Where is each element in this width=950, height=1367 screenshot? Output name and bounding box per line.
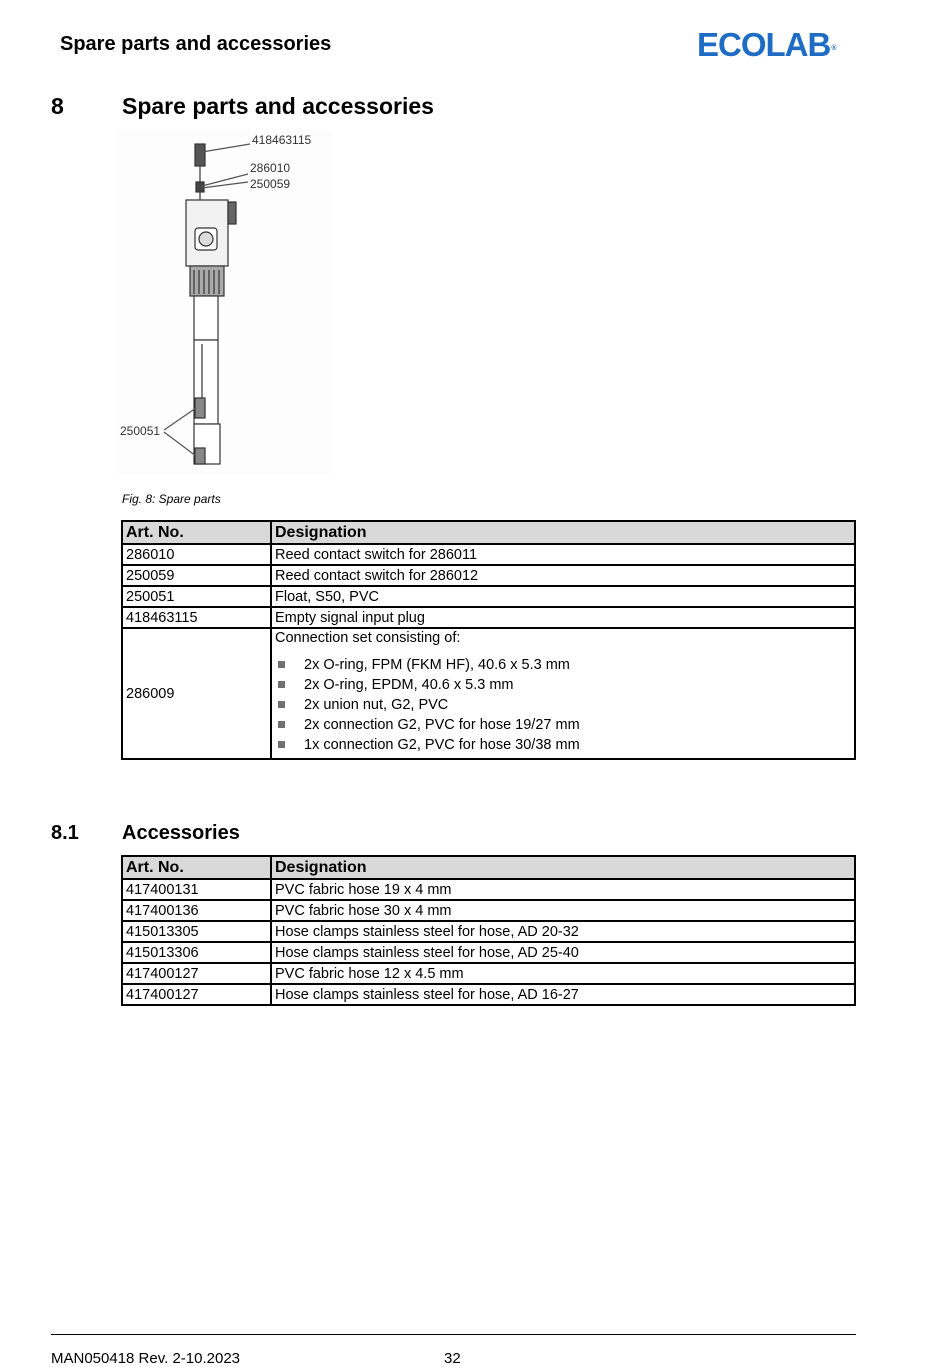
designation-cell: PVC fabric hose 12 x 4.5 mm — [271, 963, 855, 984]
set-items-list — [275, 655, 851, 755]
list-item: 2x connection G2, PVC for hose 19/27 mm — [275, 715, 851, 735]
footer-divider — [51, 1334, 856, 1335]
art-no-cell: 415013305 — [122, 921, 271, 942]
registered-mark: ® — [831, 45, 836, 52]
logo-text: ECOLAB — [697, 26, 831, 63]
running-header: Spare parts and accessories — [60, 33, 332, 55]
table-row — [122, 565, 855, 586]
table-header-row — [122, 856, 855, 879]
section-number: 8 — [51, 93, 64, 119]
designation-cell: Hose clamps stainless steel for hose, AD 20-32 — [271, 921, 855, 942]
list-item: 2x O-ring, FPM (FKM HF), 40.6 x 5.3 mm — [275, 655, 851, 675]
art-no-cell: 417400127 — [122, 963, 271, 984]
spare-parts-table — [121, 520, 856, 760]
figure-label-286010: 286010 — [250, 161, 291, 175]
column-header-art-no: Art. No. — [122, 856, 271, 879]
input-plug-part — [195, 144, 205, 166]
spare-parts-figure — [118, 130, 333, 475]
accessories-table — [121, 855, 856, 1006]
designation-cell: PVC fabric hose 19 x 4 mm — [271, 879, 855, 900]
art-no-cell: 415013306 — [122, 942, 271, 963]
float-upper — [195, 398, 205, 418]
column-header-designation: Designation — [271, 521, 855, 544]
designation-cell: Reed contact switch for 286012 — [271, 565, 855, 586]
figure-label-418463115: 418463115 — [252, 133, 312, 147]
figure-label-250059: 250059 — [250, 177, 291, 191]
table-row — [122, 984, 855, 1005]
table-row — [122, 963, 855, 984]
column-header-art-no: Art. No. — [122, 521, 271, 544]
column-header-designation: Designation — [271, 856, 855, 879]
table-row — [122, 900, 855, 921]
table-row — [122, 586, 855, 607]
subsection-number: 8.1 — [51, 822, 79, 844]
table-row — [122, 607, 855, 628]
designation-cell: Hose clamps stainless steel for hose, AD 16-27 — [271, 984, 855, 1005]
set-intro: Connection set consisting of: — [275, 630, 461, 646]
table-row — [122, 879, 855, 900]
subsection-title: Accessories — [122, 822, 240, 844]
art-no-cell: 286010 — [122, 544, 271, 565]
figure-caption: Fig. 8: Spare parts — [122, 492, 221, 506]
art-no-cell: 250059 — [122, 565, 271, 586]
ecolab-logo — [697, 27, 836, 63]
art-no-cell: 417400131 — [122, 879, 271, 900]
art-no-cell: 418463115 — [122, 607, 271, 628]
designation-cell: Reed contact switch for 286011 — [271, 544, 855, 565]
art-no-cell: 417400127 — [122, 984, 271, 1005]
art-no-cell: 417400136 — [122, 900, 271, 921]
footer-document-id: MAN050418 Rev. 2-10.2023 — [51, 1350, 241, 1367]
designation-cell: Empty signal input plug — [271, 607, 855, 628]
list-item: 2x union nut, G2, PVC — [275, 695, 851, 715]
table-row — [122, 921, 855, 942]
art-no-cell: 250051 — [122, 586, 271, 607]
float-lower — [195, 448, 205, 464]
table-row — [122, 942, 855, 963]
table-row-connection-set — [122, 628, 855, 759]
list-item: 2x O-ring, EPDM, 40.6 x 5.3 mm — [275, 675, 851, 695]
figure-label-250051: 250051 — [120, 424, 161, 438]
designation-cell: Float, S50, PVC — [271, 586, 855, 607]
table-row — [122, 544, 855, 565]
designation-cell: Hose clamps stainless steel for hose, AD 25-40 — [271, 942, 855, 963]
list-item: 1x connection G2, PVC for hose 30/38 mm — [275, 735, 851, 755]
designation-cell — [271, 628, 855, 759]
section-title: Spare parts and accessories — [122, 93, 434, 119]
art-no-cell: 286009 — [122, 628, 271, 759]
designation-cell: PVC fabric hose 30 x 4 mm — [271, 900, 855, 921]
table-header-row — [122, 521, 855, 544]
footer-page-number: 32 — [444, 1350, 461, 1367]
